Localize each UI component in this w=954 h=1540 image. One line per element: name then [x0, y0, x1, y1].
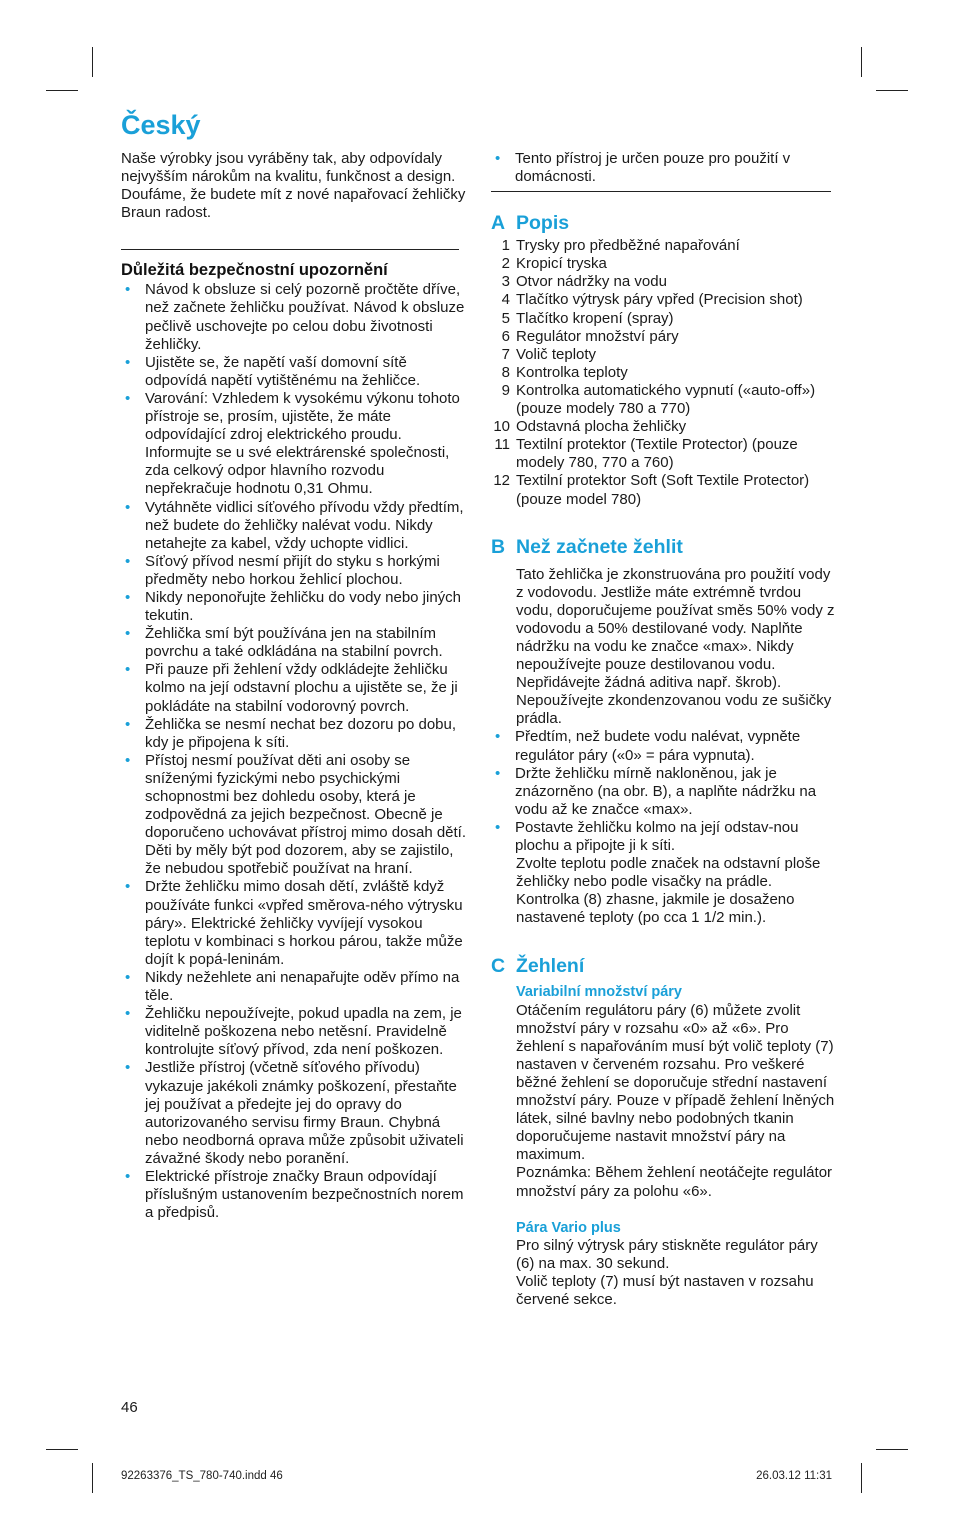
section-title: Žehlení: [516, 955, 585, 978]
list-item: 7 Volič teploty: [501, 345, 597, 363]
crop-mark: [92, 1463, 93, 1493]
right-column: [491, 150, 836, 1309]
list-item: • Přístoj nesmí používat děti ani osoby se sníženými fyzickými nebo psychickými schopnostmi bez dohledu osoby, která je zodpovědná za jejich bezpečnost. Obecně je doporučeno uchovávat přístroj mimo dosah dětí. Děti by měly být pod dozorem, aby se zajistilo, že nebudou spotřebič používat na hraní.: [121, 752, 466, 879]
list-item: 12 Textilní protektor Soft (Soft Textile Protector) (pouze model 780): [493, 472, 810, 508]
steam-paragraph: Otáčením regulátoru páry (6) můžete zvolit množství páry v rozsahu «0» až «6». Pro žehlení s napařováním musí být volič teploty (7) nastaven v červeném rozsahu. Pro veškeré běžné žehlení se doporučuje střední nastavení množství páry. Pouze v případě žehlení lněných látek, silné bavlny nebo podobných tkanin doporučujeme nastavit množství páry na maximum.: [516, 1001, 835, 1164]
list-item: 6 Regulátor množství páry: [501, 327, 679, 345]
list-item: • Jestliže přístroj (včetně síťového přívodu) vykazuje jakékoli známky poškození, přestaňte jej používat a předejte jej do opravy do autorizovaného servisu firmy Braun. Chybná nebo neodborná oprava může způsobit uživateli závažné škody nebo poranění.: [121, 1059, 466, 1168]
section-b-intro: Tato žehlička je zkonstruována pro použití vody z vodovodu. Jestliže máte extrémně tvrdou vodu, doporučujeme používat směs 50% vody z vodovodu a 50% destilované vody. Naplňte nádržku na vodu ke značce «max». Nikdy nepoužívejte pouze destilovanou vodu. Nepřidávejte žádná aditiva např. škrob). Nepoužívejte zkondenzovanou vodu ze sušičky prádla.: [516, 565, 835, 728]
vario-paragraph: Pro silný výtrysk páry stiskněte regulátor páry (6) na max. 30 sekund.: [516, 1236, 818, 1272]
crop-mark: [861, 47, 862, 77]
list-item: • Žehlička smí být používána jen na stabilním povrchu a také odkládána na stabilní povrch.: [121, 625, 466, 661]
list-item: • Vytáhněte vidlici síťového přívodu vždy předtím, než budete do žehličky nalévat vodu. Nikdy netahejte za kabel, vždy uchopte vidlici.: [121, 499, 466, 553]
vario-paragraph: Volič teploty (7) musí být nastaven v rozsahu červené sekce.: [516, 1272, 814, 1308]
crop-mark: [46, 1449, 78, 1450]
intro-paragraph: Naše výrobky jsou vyráběny tak, aby odpovídaly nejvyšším nárokům na kvalitu, funkčnost a design. Doufáme, že budete mít z nové napařovací žehličky Braun radost.: [121, 150, 466, 222]
steam-note: Poznámka: Během žehlení neotáčejte regulátor množství páry za polohu «6».: [516, 1164, 833, 1200]
section-title: Než začnete žehlit: [516, 535, 683, 558]
list-item: • Postavte žehličku kolmo na její odstav-nou plochu a připojte ji k síti.: [491, 819, 836, 855]
section-b-list: [491, 728, 836, 855]
list-item: • Varování: Vzhledem k vysokému výkonu tohoto přístroje se, prosím, ujistěte, že máte odpovídající zdroj elektrického proudu. Informujte se u své elektrárenské společnosti, zda celkový odpor hlavního rozvodu nepřekračuje hodnotu 0,31 Ohmu.: [121, 390, 466, 499]
list-item: • Předtím, než budete vodu nalévat, vypněte regulátor páry («0» = pára vypnuta).: [491, 728, 836, 764]
list-item: • Tento přístroj je určen pouze pro použití v domácnosti.: [491, 150, 836, 186]
crop-mark: [861, 1463, 862, 1493]
subheading-variable-steam: Variabilní množství páry: [516, 984, 682, 1001]
list-item: • Nikdy nežehlete ani nenapařujte oděv přímo na těle.: [121, 969, 466, 1005]
page-number: 46: [121, 1399, 138, 1416]
section-letter: A: [491, 212, 506, 235]
list-item: 10 Odstavná plocha žehličky: [493, 418, 687, 436]
list-item: • Žehlička se nesmí nechat bez dozoru po dobu, kdy je připojena k síti.: [121, 716, 466, 752]
list-item: 9 Kontrolka automatického vypnutí («auto-off») (pouze modely 780 a 770): [501, 381, 816, 418]
subheading-vario-plus: Pára Vario plus: [516, 1219, 621, 1236]
section-divider: [491, 191, 831, 192]
list-item: • Elektrické přístroje značky Braun odpovídají příslušným ustanovením bezpečnostních norem a předpisů.: [121, 1168, 466, 1222]
crop-mark: [876, 90, 908, 91]
section-a-heading: [491, 211, 836, 235]
section-letter: C: [491, 955, 506, 978]
section-title: Popis: [516, 212, 570, 235]
list-item: • Ujistěte se, že napětí vaší domovní sítě odpovídá napětí vytištěnému na žehličce.: [121, 354, 466, 390]
page-title: Český: [121, 110, 201, 140]
list-item: • Při pauze při žehlení vždy odkládejte žehličku kolmo na její odstavní plochu a ujistěte se, že ji pokládáte na stabilní vodorovný povrch.: [121, 661, 466, 715]
list-item: 2 Kropicí tryska: [501, 255, 607, 273]
list-item: • Držte žehličku mimo dosah dětí, zvláště když používáte funkci «vpřed směrova-ného výtrysku páry». Elektrické žehličky vyvíjejí vysokou teplotu v kombinaci s horkou párou, takže může dojít k popá-leninám.: [121, 878, 466, 968]
list-item: 8 Kontrolka teploty: [501, 363, 628, 381]
list-item: • Nikdy neponořujte žehličku do vody nebo jiných tekutin.: [121, 589, 466, 625]
list-item: 5 Tlačítko kropení (spray): [501, 309, 674, 327]
section-letter: B: [491, 535, 506, 558]
list-item: • Žehličku nepoužívejte, pokud upadla na zem, je viditelně poškozena nebo netěsní. Pravidelně kontrolujte síťový přívod, zda není poškozen.: [121, 1005, 466, 1059]
parts-list: [491, 237, 836, 508]
list-item: 3 Otvor nádržky na vodu: [501, 273, 667, 291]
crop-mark: [46, 90, 78, 91]
list-item: • Síťový přívod nesmí přijít do styku s horkými předměty nebo horkou žehlicí plochou.: [121, 553, 466, 589]
list-item: • Držte žehličku mírně nakloněnou, jak je znázorněno (na obr. B), a naplňte nádržku na vodu až ke značce «max».: [491, 765, 836, 819]
list-item: 11 Textilní protektor (Textile Protector) (pouze modely 780, 770 a 760): [494, 436, 798, 472]
list-item: • Návod k obsluze si celý pozorně pročtěte dříve, než začnete žehličku používat. Návod k obsluze pečlivě uschovejte po celou dobu životnosti žehličky.: [121, 281, 466, 353]
section-divider: [121, 249, 459, 250]
crop-mark: [92, 47, 93, 77]
domestic-note: [491, 150, 836, 186]
safety-heading: Důležitá bezpečnostní upozornění: [121, 261, 388, 280]
crop-mark: [876, 1449, 908, 1450]
section-b-paragraph: Kontrolka (8) zhasne, jakmile je dosaženo nastavené teploty (po cca 1 1/2 min.).: [516, 891, 795, 927]
section-c-heading: [491, 954, 836, 978]
section-b-heading: [491, 535, 836, 559]
footer-filename: 92263376_TS_780-740.indd 46: [121, 1470, 283, 1482]
list-item: 1 Trysky pro předběžné napařování: [501, 237, 740, 255]
list-item: 4 Tlačítko výtrysk páry vpřed (Precision shot): [501, 291, 803, 309]
section-b-paragraph: Zvolte teplotu podle značek na odstavní ploše žehličky nebo podle visačky na prádle.: [516, 855, 821, 891]
safety-list: [121, 281, 466, 1222]
footer-date: 26.03.12 11:31: [756, 1470, 832, 1482]
left-column: [121, 108, 466, 1222]
